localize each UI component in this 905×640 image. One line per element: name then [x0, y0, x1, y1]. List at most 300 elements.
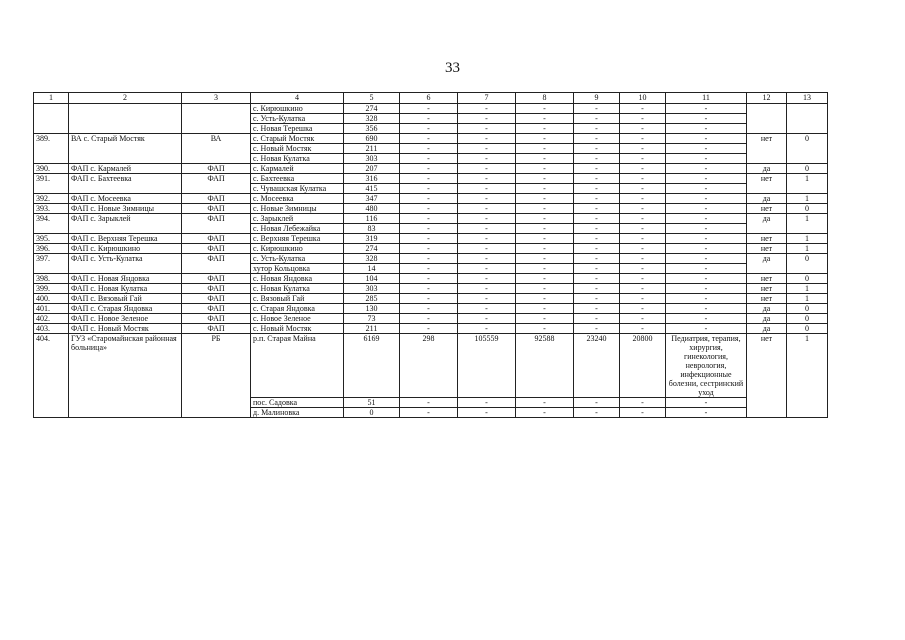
facility-name-cell: ВА с. Старый Мостяк — [69, 134, 182, 164]
population-cell: 0 — [344, 408, 400, 418]
column-6-cell: 298 — [400, 334, 458, 398]
facility-type-cell: ФАП — [182, 304, 251, 314]
population-cell: 116 — [344, 214, 400, 224]
column-6-cell: - — [400, 274, 458, 284]
population-cell: 51 — [344, 398, 400, 408]
column-number-cell: 3 — [182, 93, 251, 104]
facility-type-cell: РБ — [182, 334, 251, 418]
facility-type-cell: ФАП — [182, 164, 251, 174]
column-7-cell: - — [458, 234, 516, 244]
column-6-cell: - — [400, 408, 458, 418]
column-number-cell: 2 — [69, 93, 182, 104]
column-8-cell: 92588 — [516, 334, 574, 398]
facility-name-cell: ФАП с. Старая Яндовка — [69, 304, 182, 314]
population-cell: 211 — [344, 324, 400, 334]
column-11-cell: - — [666, 224, 747, 234]
column-6-cell: - — [400, 184, 458, 194]
column-7-cell: - — [458, 304, 516, 314]
column-7-cell: - — [458, 104, 516, 114]
column-number-cell: 6 — [400, 93, 458, 104]
settlement-cell: с. Новый Мостяк — [251, 324, 344, 334]
document-sheet — [33, 92, 828, 418]
column-10-cell: - — [620, 174, 666, 184]
row-number-cell — [34, 104, 69, 134]
column-11-cell: - — [666, 304, 747, 314]
table-row — [34, 134, 828, 144]
column-11-cell: - — [666, 284, 747, 294]
column-7-cell: - — [458, 284, 516, 294]
column-6-cell: - — [400, 154, 458, 164]
column-8-cell: - — [516, 398, 574, 408]
column-13-cell: 1 — [787, 194, 828, 204]
table-row — [34, 234, 828, 244]
row-number-cell: 392. — [34, 194, 69, 204]
column-6-cell: - — [400, 254, 458, 264]
column-8-cell: - — [516, 254, 574, 264]
settlement-cell: с. Новая Терешка — [251, 124, 344, 134]
column-6-cell: - — [400, 284, 458, 294]
column-10-cell: - — [620, 224, 666, 234]
column-10-cell: - — [620, 154, 666, 164]
column-11-cell: - — [666, 204, 747, 214]
column-6-cell: - — [400, 194, 458, 204]
column-9-cell: - — [574, 114, 620, 124]
column-11-cell: - — [666, 244, 747, 254]
column-13-cell: 0 — [787, 254, 828, 274]
facility-type-cell: ФАП — [182, 174, 251, 194]
population-cell: 130 — [344, 304, 400, 314]
column-6-cell: - — [400, 104, 458, 114]
facility-type-cell: ВА — [182, 134, 251, 164]
population-cell: 207 — [344, 164, 400, 174]
row-number-cell: 402. — [34, 314, 69, 324]
population-cell: 328 — [344, 114, 400, 124]
population-cell: 285 — [344, 294, 400, 304]
column-8-cell: - — [516, 114, 574, 124]
column-13-cell: 1 — [787, 334, 828, 418]
column-12-cell: нет — [747, 294, 787, 304]
column-7-cell: - — [458, 264, 516, 274]
column-12-cell: да — [747, 194, 787, 204]
column-number-row — [34, 93, 828, 104]
table-row — [34, 324, 828, 334]
population-cell: 303 — [344, 284, 400, 294]
column-10-cell: - — [620, 164, 666, 174]
column-11-cell: - — [666, 408, 747, 418]
settlement-cell: с. Верхняя Терешка — [251, 234, 344, 244]
table-row — [34, 304, 828, 314]
facility-name-cell: ФАП с. Кармалей — [69, 164, 182, 174]
facility-name-cell — [69, 104, 182, 134]
settlement-cell: с. Бахтеевка — [251, 174, 344, 184]
column-12-cell: да — [747, 324, 787, 334]
table-row — [34, 294, 828, 304]
column-9-cell: - — [574, 274, 620, 284]
column-11-cell: - — [666, 274, 747, 284]
column-7-cell: - — [458, 274, 516, 284]
population-cell: 6169 — [344, 334, 400, 398]
row-number-cell: 396. — [34, 244, 69, 254]
settlement-cell: пос. Садовка — [251, 398, 344, 408]
column-11-cell: - — [666, 154, 747, 164]
row-number-cell: 390. — [34, 164, 69, 174]
facility-type-cell: ФАП — [182, 284, 251, 294]
column-12-cell: нет — [747, 284, 787, 294]
column-9-cell: - — [574, 398, 620, 408]
column-7-cell: - — [458, 114, 516, 124]
row-number-cell: 401. — [34, 304, 69, 314]
column-11-cell: - — [666, 104, 747, 114]
column-12-cell: нет — [747, 244, 787, 254]
facility-name-cell: ФАП с. Вязовый Гай — [69, 294, 182, 304]
column-13-cell: 1 — [787, 234, 828, 244]
column-10-cell: - — [620, 104, 666, 114]
column-9-cell: - — [574, 324, 620, 334]
row-number-cell: 403. — [34, 324, 69, 334]
column-11-cell: - — [666, 294, 747, 304]
column-number-cell: 13 — [787, 93, 828, 104]
settlement-cell: с. Кармалей — [251, 164, 344, 174]
facility-type-cell: ФАП — [182, 234, 251, 244]
population-cell: 83 — [344, 224, 400, 234]
settlement-cell: с. Новые Зимницы — [251, 204, 344, 214]
column-12-cell: да — [747, 314, 787, 324]
column-10-cell: - — [620, 254, 666, 264]
column-9-cell: - — [574, 234, 620, 244]
row-number-cell: 404. — [34, 334, 69, 418]
column-13-cell — [787, 104, 828, 134]
population-cell: 104 — [344, 274, 400, 284]
column-number-cell: 12 — [747, 93, 787, 104]
column-7-cell: 105559 — [458, 334, 516, 398]
column-12-cell: нет — [747, 334, 787, 418]
column-7-cell: - — [458, 204, 516, 214]
column-8-cell: - — [516, 204, 574, 214]
column-7-cell: - — [458, 154, 516, 164]
column-12-cell: да — [747, 254, 787, 274]
column-9-cell: - — [574, 284, 620, 294]
column-11-cell: - — [666, 234, 747, 244]
column-12-cell: да — [747, 164, 787, 174]
table-body — [34, 93, 828, 418]
column-8-cell: - — [516, 294, 574, 304]
column-9-cell: - — [574, 264, 620, 274]
column-6-cell: - — [400, 214, 458, 224]
column-11-cell: Педиатрия, терапия, хирургия, гинекология, неврология, инфекционные болезни, сестринский уход — [666, 334, 747, 398]
column-7-cell: - — [458, 224, 516, 234]
facility-name-cell: ФАП с. Кирюшкино — [69, 244, 182, 254]
column-11-cell: - — [666, 254, 747, 264]
settlement-cell: с. Зарыклей — [251, 214, 344, 224]
row-number-cell: 398. — [34, 274, 69, 284]
column-7-cell: - — [458, 134, 516, 144]
column-6-cell: - — [400, 204, 458, 214]
row-number-cell: 391. — [34, 174, 69, 194]
population-cell: 274 — [344, 104, 400, 114]
column-number-cell: 9 — [574, 93, 620, 104]
column-12-cell: нет — [747, 174, 787, 194]
column-13-cell: 0 — [787, 324, 828, 334]
column-7-cell: - — [458, 254, 516, 264]
column-7-cell: - — [458, 124, 516, 134]
column-7-cell: - — [458, 324, 516, 334]
facility-type-cell: ФАП — [182, 314, 251, 324]
settlement-cell: с. Новый Мостяк — [251, 144, 344, 154]
column-8-cell: - — [516, 284, 574, 294]
column-13-cell: 0 — [787, 274, 828, 284]
row-number-cell: 399. — [34, 284, 69, 294]
column-6-cell: - — [400, 264, 458, 274]
column-6-cell: - — [400, 144, 458, 154]
column-10-cell: - — [620, 204, 666, 214]
column-10-cell: - — [620, 264, 666, 274]
table-row — [34, 254, 828, 264]
column-12-cell — [747, 104, 787, 134]
column-8-cell: - — [516, 324, 574, 334]
column-9-cell: - — [574, 194, 620, 204]
row-number-cell: 400. — [34, 294, 69, 304]
settlement-cell: с. Мосеевка — [251, 194, 344, 204]
column-6-cell: - — [400, 114, 458, 124]
column-13-cell: 0 — [787, 164, 828, 174]
column-6-cell: - — [400, 244, 458, 254]
settlement-cell: д. Малиновка — [251, 408, 344, 418]
column-11-cell: - — [666, 324, 747, 334]
column-13-cell: 0 — [787, 134, 828, 164]
population-cell: 319 — [344, 234, 400, 244]
row-number-cell: 389. — [34, 134, 69, 164]
settlement-cell: с. Новая Кулатка — [251, 154, 344, 164]
settlement-cell: с. Новая Лебежайка — [251, 224, 344, 234]
column-9-cell: - — [574, 294, 620, 304]
column-10-cell: - — [620, 314, 666, 324]
column-6-cell: - — [400, 398, 458, 408]
column-number-cell: 7 — [458, 93, 516, 104]
column-11-cell: - — [666, 164, 747, 174]
column-7-cell: - — [458, 398, 516, 408]
column-13-cell: 1 — [787, 294, 828, 304]
column-6-cell: - — [400, 234, 458, 244]
table-row — [34, 314, 828, 324]
column-number-cell: 10 — [620, 93, 666, 104]
column-8-cell: - — [516, 304, 574, 314]
facility-name-cell: ФАП с. Новая Кулатка — [69, 284, 182, 294]
column-13-cell: 1 — [787, 174, 828, 194]
column-10-cell: - — [620, 274, 666, 284]
column-7-cell: - — [458, 174, 516, 184]
settlement-cell: с. Усть-Кулатка — [251, 114, 344, 124]
facility-name-cell: ФАП с. Усть-Кулатка — [69, 254, 182, 274]
page-number: 33 — [445, 60, 460, 76]
facility-name-cell: ФАП с. Новый Мостяк — [69, 324, 182, 334]
column-6-cell: - — [400, 124, 458, 134]
column-9-cell: - — [574, 204, 620, 214]
settlement-cell: с. Кирюшкино — [251, 244, 344, 254]
column-13-cell: 0 — [787, 314, 828, 324]
column-7-cell: - — [458, 244, 516, 254]
column-11-cell: - — [666, 114, 747, 124]
column-7-cell: - — [458, 194, 516, 204]
facility-name-cell: ФАП с. Зарыклей — [69, 214, 182, 234]
facility-type-cell: ФАП — [182, 274, 251, 284]
column-11-cell: - — [666, 134, 747, 144]
column-8-cell: - — [516, 184, 574, 194]
population-cell: 73 — [344, 314, 400, 324]
column-9-cell: - — [574, 314, 620, 324]
facility-name-cell: ФАП с. Новое Зеленое — [69, 314, 182, 324]
population-cell: 347 — [344, 194, 400, 204]
column-11-cell: - — [666, 124, 747, 134]
settlement-cell: с. Чувашская Кулатка — [251, 184, 344, 194]
facility-type-cell: ФАП — [182, 294, 251, 304]
facility-type-cell: ФАП — [182, 254, 251, 274]
facility-name-cell: ГУЗ «Старомайнская районная больница» — [69, 334, 182, 418]
facility-type-cell: ФАП — [182, 194, 251, 204]
row-number-cell: 397. — [34, 254, 69, 274]
table-row — [34, 204, 828, 214]
column-8-cell: - — [516, 224, 574, 234]
table-row — [34, 174, 828, 184]
settlement-cell: с. Новая Яндовка — [251, 274, 344, 284]
column-number-cell: 5 — [344, 93, 400, 104]
column-12-cell: нет — [747, 134, 787, 164]
column-8-cell: - — [516, 244, 574, 254]
table-row — [34, 164, 828, 174]
settlement-cell: с. Старый Мостяк — [251, 134, 344, 144]
column-11-cell: - — [666, 214, 747, 224]
column-12-cell: нет — [747, 204, 787, 214]
column-9-cell: - — [574, 304, 620, 314]
column-11-cell: - — [666, 144, 747, 154]
column-7-cell: - — [458, 184, 516, 194]
settlement-cell: с. Новое Зеленое — [251, 314, 344, 324]
column-number-cell: 1 — [34, 93, 69, 104]
column-11-cell: - — [666, 314, 747, 324]
settlement-cell: хутор Кольцовка — [251, 264, 344, 274]
table-row — [34, 334, 828, 398]
column-9-cell: - — [574, 104, 620, 114]
facility-type-cell: ФАП — [182, 324, 251, 334]
facility-type-cell: ФАП — [182, 244, 251, 254]
table-row — [34, 194, 828, 204]
column-6-cell: - — [400, 304, 458, 314]
population-cell: 274 — [344, 244, 400, 254]
column-9-cell: - — [574, 408, 620, 418]
column-10-cell: - — [620, 284, 666, 294]
facility-name-cell: ФАП с. Новая Яндовка — [69, 274, 182, 284]
column-9-cell: - — [574, 164, 620, 174]
column-8-cell: - — [516, 264, 574, 274]
column-7-cell: - — [458, 314, 516, 324]
facilities-table — [33, 92, 828, 418]
column-10-cell: - — [620, 144, 666, 154]
column-9-cell: - — [574, 174, 620, 184]
column-12-cell: нет — [747, 274, 787, 284]
column-11-cell: - — [666, 194, 747, 204]
column-10-cell: 20800 — [620, 334, 666, 398]
column-9-cell: - — [574, 244, 620, 254]
facility-name-cell: ФАП с. Новые Зимницы — [69, 204, 182, 214]
table-row — [34, 214, 828, 224]
column-10-cell: - — [620, 134, 666, 144]
column-10-cell: - — [620, 194, 666, 204]
column-10-cell: - — [620, 184, 666, 194]
column-11-cell: - — [666, 264, 747, 274]
column-8-cell: - — [516, 124, 574, 134]
column-10-cell: - — [620, 398, 666, 408]
column-number-cell: 11 — [666, 93, 747, 104]
column-8-cell: - — [516, 174, 574, 184]
column-6-cell: - — [400, 164, 458, 174]
column-9-cell: - — [574, 154, 620, 164]
column-11-cell: - — [666, 398, 747, 408]
population-cell: 328 — [344, 254, 400, 264]
column-8-cell: - — [516, 134, 574, 144]
column-12-cell: да — [747, 214, 787, 234]
settlement-cell: с. Кирюшкино — [251, 104, 344, 114]
column-12-cell: да — [747, 304, 787, 314]
column-13-cell: 0 — [787, 304, 828, 314]
column-number-cell: 8 — [516, 93, 574, 104]
column-8-cell: - — [516, 194, 574, 204]
population-cell: 211 — [344, 144, 400, 154]
column-7-cell: - — [458, 144, 516, 154]
facility-name-cell: ФАП с. Мосеевка — [69, 194, 182, 204]
column-8-cell: - — [516, 164, 574, 174]
settlement-cell: с. Усть-Кулатка — [251, 254, 344, 264]
facility-type-cell: ФАП — [182, 204, 251, 214]
facility-name-cell: ФАП с. Бахтеевка — [69, 174, 182, 194]
column-10-cell: - — [620, 294, 666, 304]
column-9-cell: - — [574, 184, 620, 194]
table-row — [34, 274, 828, 284]
facility-type-cell: ФАП — [182, 214, 251, 234]
column-10-cell: - — [620, 324, 666, 334]
column-10-cell: - — [620, 124, 666, 134]
population-cell: 415 — [344, 184, 400, 194]
column-8-cell: - — [516, 214, 574, 224]
column-9-cell: - — [574, 224, 620, 234]
column-number-cell: 4 — [251, 93, 344, 104]
column-9-cell: - — [574, 214, 620, 224]
column-9-cell: - — [574, 124, 620, 134]
column-8-cell: - — [516, 154, 574, 164]
column-6-cell: - — [400, 324, 458, 334]
row-number-cell: 395. — [34, 234, 69, 244]
column-11-cell: - — [666, 174, 747, 184]
column-6-cell: - — [400, 134, 458, 144]
population-cell: 14 — [344, 264, 400, 274]
column-10-cell: - — [620, 304, 666, 314]
column-6-cell: - — [400, 174, 458, 184]
column-13-cell: 0 — [787, 204, 828, 214]
column-9-cell: - — [574, 134, 620, 144]
facility-type-cell — [182, 104, 251, 134]
facility-name-cell: ФАП с. Верхняя Терешка — [69, 234, 182, 244]
population-cell: 480 — [344, 204, 400, 214]
column-8-cell: - — [516, 234, 574, 244]
column-7-cell: - — [458, 408, 516, 418]
column-7-cell: - — [458, 164, 516, 174]
population-cell: 690 — [344, 134, 400, 144]
column-7-cell: - — [458, 214, 516, 224]
row-number-cell: 393. — [34, 204, 69, 214]
population-cell: 303 — [344, 154, 400, 164]
column-8-cell: - — [516, 408, 574, 418]
table-row — [34, 244, 828, 254]
column-11-cell: - — [666, 184, 747, 194]
column-10-cell: - — [620, 234, 666, 244]
